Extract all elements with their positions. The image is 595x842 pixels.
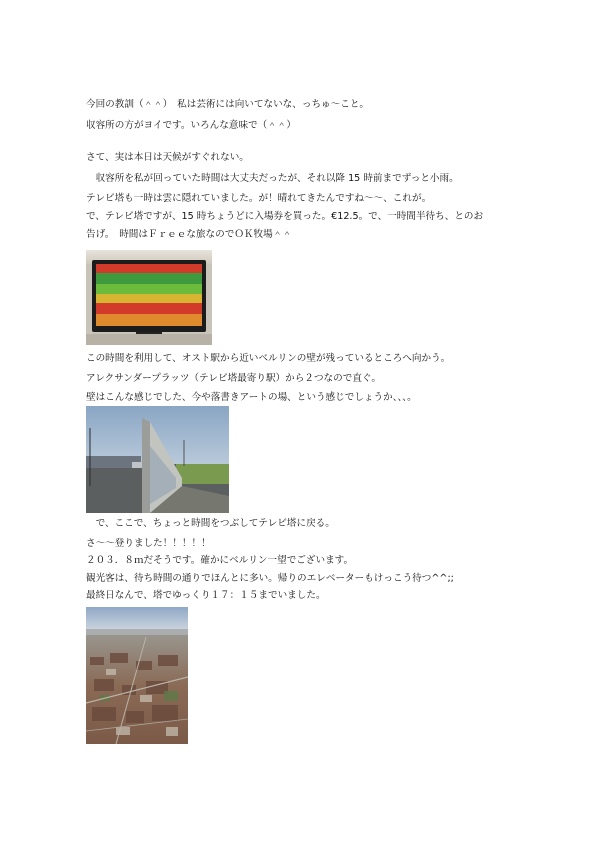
text-line-10: アレクサンダープラッツ（テレビ塔最寄り駅）から２つなので直ぐ。 <box>86 373 381 384</box>
display-screen <box>96 264 202 326</box>
text-line-16: 最終日なんで、塔でゆっくり１７：１５までいました。 <box>86 590 326 601</box>
text-line-11: 壁はこんな感じでした、今や落書きアートの場、という感じでしょうか、、、。 <box>86 392 417 403</box>
board-row <box>96 273 202 284</box>
text-line-8: 告げ。 時間はＦｒｅｅな旅なのでＯＫ牧場＾＾ <box>86 229 292 240</box>
text-line-1: 今回の教訓（＾＾） 私は芸術には向いてないな、っちゅ〜こと。 <box>86 99 370 110</box>
text-line-5: 収容所を私が回っていた時間は大丈夫だったが、それ以降 15 時前までずっと小雨。 <box>86 173 459 184</box>
text-line-15: 観光客は、待ち時間の通りでほんとに多い。帰りのエレベーターもけっこう待つ^^;; <box>86 573 454 584</box>
text-line-2: 収容所の方がヨイです。いろんな意味で（＾＾） <box>86 120 297 131</box>
text-line-12: で、ここで、ちょっと時間をつぶしてテレビ塔に戻る。 <box>86 518 335 529</box>
berlin-wall-image <box>86 406 229 513</box>
board-row <box>96 264 202 273</box>
aerial-city-image <box>86 607 188 744</box>
board-row <box>96 294 202 303</box>
text-line-14: ２０３．８ｍだそうです。確かにベルリン一望でございます。 <box>86 555 354 566</box>
text-line-9: この時間を利用して、オスト駅から近いベルリンの壁が残っているところへ向かう。 <box>86 353 451 364</box>
text-line-4: さて、実は本日は天候がすぐれない。 <box>86 152 249 163</box>
text-line-6: テレビ塔も一時は雲に隠れていました。が！晴れてきたんですね〜〜、これが。 <box>86 193 432 204</box>
board-row <box>96 284 202 294</box>
berlin-aerial-view-photo <box>86 607 188 744</box>
board-row <box>96 303 202 314</box>
text-line-13: さ〜〜登りました！！！！！ <box>86 538 211 549</box>
text-line-7: で、テレビ塔ですが、15 時ちょうどに入場券を買った。€12.5。で、一時間半待ち、とのお <box>86 211 484 222</box>
board-row <box>96 314 202 326</box>
berlin-wall-photo <box>86 406 229 513</box>
waiting-time-board-photo <box>86 250 212 345</box>
